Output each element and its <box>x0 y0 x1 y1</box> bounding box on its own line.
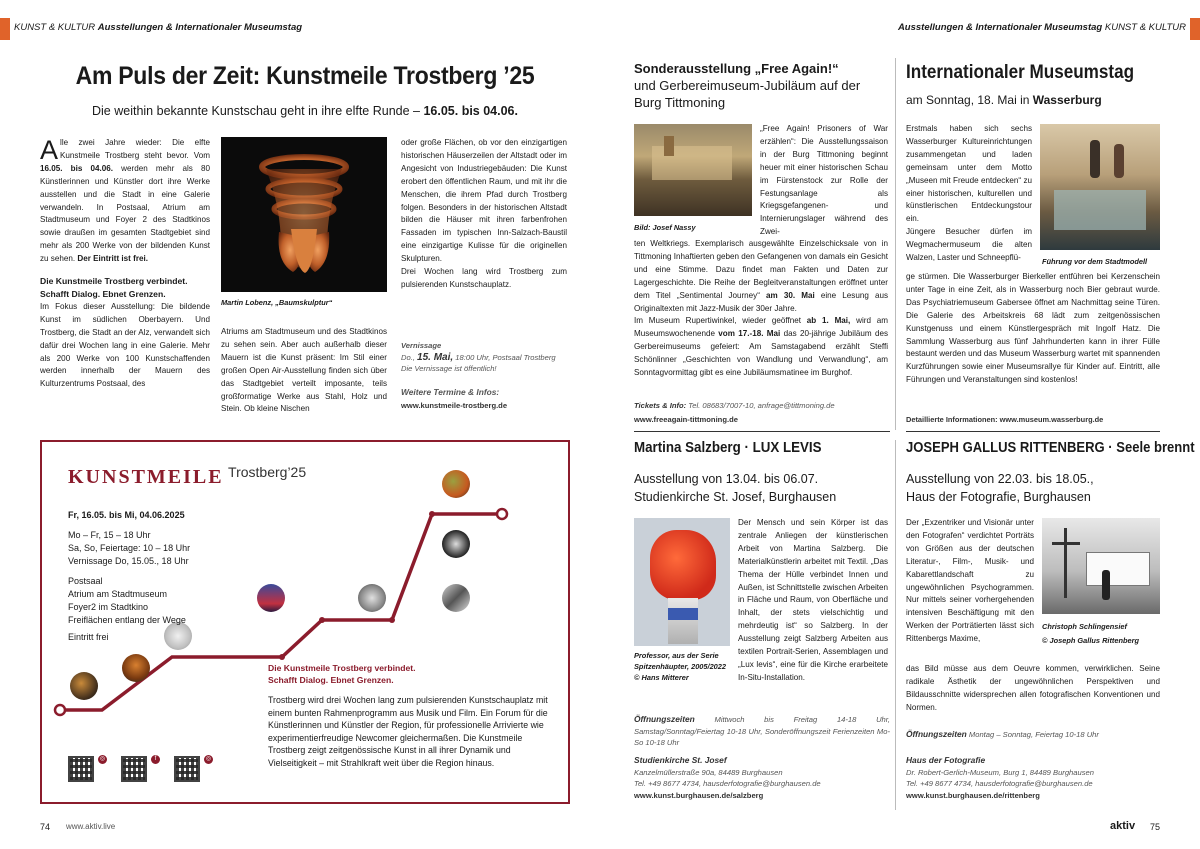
qr-code[interactable] <box>68 756 94 782</box>
instagram-icon[interactable]: ◎ <box>205 756 212 762</box>
route-dot <box>319 617 325 623</box>
article-column-3: oder große Flächen, ob vor den einzigartigen historischen Häuserzeilen der Altstadt oder im Angesicht von Industriegebäuden: Die Kunst erobert den öffentlichen Raum, und mit ihr die Menschen, die ihrem Pfad durch Trostberg folgen. Besonders in der historischen Altstadt bilden die Häuser mit ihren farbenfrohen Fassaden im typischen Inn-Salzach-Baustil eine einzigartige Kulisse für die originellen Skulpturen. Drei Wochen lang wird Trostberg zum pulsierenden Kunstschauplatz. <box>401 138 567 289</box>
salzberg-url[interactable]: www.kunst.burghausen.de/salzberg <box>634 790 764 800</box>
header-section: KUNST & KULTUR <box>1104 22 1186 33</box>
artwork-thumb <box>442 584 470 612</box>
footer-page-number: 75 <box>1150 822 1161 832</box>
rittenberg-title: JOSEPH GALLUS RITTENBERG · Seele brennt <box>906 440 1195 456</box>
header-topic: Ausstellungen & Internationaler Museumstag <box>97 22 303 33</box>
rittenberg-intro: Der „Exzentriker und Visionär unter den Fotografen“ verdichtet Porträts von Größen aus der deutschen Literatur-, Film-, Musik- und Kabarettlandschaft zu ungewöhnlichen Psychogrammen. Nur mittels seiner vorhergehenden intensiven Beschäftigung mit den Werken der Porträtierten lässt sich Rittenbergs Maxime, <box>906 518 1034 644</box>
image-caption: Professor, aus der Serie Spitzenhäupter, 2005/2022 © Hans Mitterer <box>634 651 727 682</box>
sculpture-image <box>221 137 387 292</box>
article-column-2: Atriums am Stadtmuseum und des Stadtkinos zu sehen sein. Aber auch außerhalb dieser Mauern ist die Kunst präsent: Im Stil einer großen Open Air-Ausstellung finden sich über das Stadtgebiet verteilt imposante, teils großformatige Werke aus Stahl, Holz und Stein. Ob kleine Nischen <box>221 327 387 414</box>
ad-dates: Fr, 16.05. bis Mi, 04.06.2025 <box>68 510 185 520</box>
rittenberg-url[interactable]: www.kunst.burghausen.de/rittenberg <box>906 790 1040 800</box>
qr-code[interactable] <box>174 756 200 782</box>
ad-venues: Postsaal Atrium am Stadtmuseum Foyer2 im Stadtkino Freiflächen entlang der Wege <box>68 576 186 625</box>
salzberg-hours: Öffnungszeiten Mittwoch bis Freitag 14-18 Uhr, Samstag/Sonntag/Feiertag 10-18 Uhr, Sonderöffnungszeit Ferienzeiten Mo-So 10-18 Uhr <box>634 714 890 747</box>
museumstag-title: Internationaler Museumstag <box>906 62 1135 83</box>
rittenberg-hours: Öffnungszeiten Montag – Sonntag, Feiertag 10-18 Uhr <box>906 729 1099 739</box>
section-rule <box>906 431 1160 432</box>
article-subtitle: Die weithin bekannte Kunstschau geht in ihre elfte Runde – 16.05. bis 04.06. <box>92 104 518 118</box>
museumstag-image <box>1040 124 1160 250</box>
running-header-left <box>14 22 302 33</box>
ad-entry: Eintritt frei <box>68 632 109 642</box>
header-topic: Ausstellungen & Internationaler Museumstag <box>897 22 1103 33</box>
free-again-intro: „Free Again! Prisoners of War erzählen“: Die Ausstellungssaison in der Burg Tittmoning beginnt heuer mit einer historischen Schau im Fürstenstock zur Rolle der Festungsanlage als Kriegsgefangenen- und Internierungslager während des Zwei- <box>760 124 888 237</box>
website-link[interactable]: www.kunstmeile-trostberg.de <box>401 401 508 410</box>
column-divider <box>895 58 896 430</box>
rittenberg-body: das Bild müsse aus dem Oeuvre kommen, verwirklichen. Seine radikale Ästhetik der ungewöhnlichen Perspektiven und Bildausschnitte widersprechen allen fotografischen Konventionen und Normen. <box>906 664 1160 712</box>
ad-description: Trostberg wird drei Wochen lang zum pulsierenden Kunstschauplatz mit einem bunten Rahmenprogramm aus Musik und Film. Ein Forum für die Künstlerinnen und Künstler der Region, für professionelle Arrivierte wie experimentierfreudige Newcomer gleichermaßen. Die Kunstmeile Trostberg zeigt zeitgenössische Kunst in all ihrer Dynamik und Vielseitigkeit – mit Strahlkraft weit über die Region hinaus. <box>268 695 548 768</box>
header-section: KUNST & KULTUR <box>14 22 96 33</box>
image-caption: Bild: Josef Nassy <box>634 223 696 232</box>
footer-brand: aktiv <box>1110 820 1136 832</box>
article-title: Am Puls der Zeit: Kunstmeile Trostberg ’25 <box>75 62 535 90</box>
route-dot <box>429 511 435 517</box>
museumstag-subtitle: am Sonntag, 18. Mai in Wasserburg <box>906 93 1102 107</box>
salzberg-title: Martina Salzberg · LUX LEVIS <box>634 440 822 456</box>
artwork-thumb <box>122 654 150 682</box>
rittenberg-image <box>1042 518 1160 614</box>
instagram-icon[interactable]: ◎ <box>99 756 106 762</box>
rittenberg-subtitle: Ausstellung von 22.03. bis 18.05., Haus der Fotografie, Burghausen <box>906 472 1094 504</box>
salzberg-body: Der Mensch und sein Körper ist das zentrale Anliegen der künstlerischen Arbeit von Martina Salzberg. Die Materialkünstlerin arbeitet mit Textil. „Das Thema der Hülle verbindet Innen und Außen, ist Schnittstelle zwischen Arbeiten in Fläche und Raum, von Oberfläche und Inhalt, der stets vielschichtig und mehrdeutig ist“ so Salzberg. In der Ausstellung zeigt Salzberg Arbeiten aus textilen Portrait-Serien, Assemblagen und „Lux levis“, eine für die Kirche erarbeitete In-Situ-Installation. <box>738 518 888 682</box>
section-heading: Die Kunstmeile Trostberg verbindet. Schafft Dialog. Ebnet Grenzen. <box>40 276 188 299</box>
free-again-body: ten Weltkriegs. Exemplarisch ausgewählte Einzelschicksale von in Tittmoning Inhaftierten geben den Gefangenen von damals ein Gesicht und eine Stimme. Dazu findet man Fakten und Daten zur Lagergeschichte. Die Reihe der Begleitveranstaltungen eröffnet unter dem Titel „Sentimental Journey“ am 30. Mai eine Lesung aus Originaltexten mit Jazz-Musik der 30er Jahre. Im Museum Rupertiwinkel, wieder geöffnet ab 1. Mai, wird am Museumswochenende vom 17.-18. Mai das 20-jährige Jubiläum des Gerbereimuseums gefeiert: Am Samstagabend erzählt Steffi Schönlinner „Geschichten von Wandlung und Verwandlung“, am Sonntagvormittag gibt es eine Jubiläumsmatinee im Burghof. <box>634 239 888 378</box>
footer-url[interactable]: www.aktiv.live <box>66 822 116 831</box>
route-dot <box>279 654 285 660</box>
artwork-thumb <box>442 470 470 498</box>
route-start-dot <box>55 705 65 715</box>
rittenberg-address: Haus der Fotografie Dr. Robert-Gerlich-Museum, Burg 1, 84489 Burghausen Tel. +49 8677 4734, hausderfotografie@burghausen.de www.kunst.burghausen.de/rittenberg <box>906 755 1160 801</box>
kunstmeile-ad-box <box>40 440 570 804</box>
salzberg-image <box>634 518 730 646</box>
page-edge-marker-right <box>1190 18 1200 40</box>
museumstag-intro: Erstmals haben sich sechs Wasserburger Kultureinrichtungen zusammengetan und laden gemeinsam unter dem Motto „Museen mit Freude entdecken“ zu einer historischen, kulturellen und künstlerischen Entdeckungstour ein. Jüngere Besucher dürfen im Wegmachermuseum die alten Walzen, Laster und Schneepflü- <box>906 124 1032 263</box>
free-again-image <box>634 124 752 216</box>
qr-code[interactable] <box>121 756 147 782</box>
museumstag-more[interactable]: Detaillierte Informationen: www.museum.wasserburg.de <box>906 415 1104 424</box>
salzberg-address: Studienkirche St. Josef Kanzelmüllerstraße 90a, 84489 Burghausen Tel. +49 8677 4734, hausderfotografie@burghausen.de www.kunst.burghausen.de/salzberg <box>634 755 890 801</box>
artwork-thumb <box>70 672 98 700</box>
image-caption: Martin Lobenz, „Baumskulptur“ <box>221 298 333 307</box>
ad-tagline: Die Kunstmeile Trostberg verbindet. Schafft Dialog. Ebnet Grenzen. <box>268 663 416 685</box>
image-caption: Führung vor dem Stadtmodell <box>1042 257 1148 266</box>
image-caption: Christoph Schlingensief © Joseph Gallus Rittenberg <box>1042 622 1140 645</box>
museumstag-body: ge stürmen. Die Wasserburger Bierkeller entführen bei Kerzenschein unter Tage in eine Zeit, als in Wasserburg noch Bier gebraut wurde. Das Psychiatriemuseum Gabersee öffnet am Nachmittag seine Türen. Die Galerie des Arbeitskreis 68 lädt zum zeitgenössischen Kunstgenuss und einem Künstlergespräch mit Ingolf Hatz. Die Sammlung Wasserburg aus fünf Jahrhunderten kann in ihrer Fülle bestaunt werden und das Museum Wasserburg wartet mit spannenden Kurzführungen sowie einer Museumsrallye für Kinder auf. Eintritt, alle Führungen und Veranstaltungen sind kostenlos! <box>906 272 1160 385</box>
column-divider <box>895 440 896 810</box>
article-column-1: Alle zwei Jahre wieder: Die elfte Kunstmeile Trostberg steht bevor. Vom 16.05. bis 04.06. werden mehr als 80 Künstlerinnen und Künstler dort ihre Werke ausstellen und die Stadt in eine Galerie verwandeln. In Postsaal, Atrium am Stadtmuseum und Foyer 2 des Stadtkinos sowie draußen im gesamten Stadtgebiet sind mehr als 200 Werke von der bildenden Kunst zu sehen. Der Eintritt ist frei. Die Kunstmeile Trostberg verbindet. Schafft Dialog. Ebnet Grenzen. Im Fokus dieser Ausstellung: Die bildende Kunst im südlichen Oberbayern. Und Trostberg, die Stadt an der Alz, verwandelt sich dafür drei Wochen lang in eine Galerie. Mehr als 200 Werke von 100 Kunstschaffenden werden innerhalb der Mauern des Kulturzentrums Postsaal, des <box>40 135 210 389</box>
free-again-title: Sonderausstellung „Free Again!“ und Gerbereimuseum-Jubiläum auf der Burg Tittmoning <box>634 61 861 110</box>
artwork-thumb <box>442 530 470 558</box>
vernissage-info: Vernissage Do., 15. Mai, 18:00 Uhr, Postsaal Trostberg Die Vernissage ist öffentlich! Weitere Termine & Infos: www.kunstmeile-trostberg.de <box>401 340 567 412</box>
artwork-thumb <box>358 584 386 612</box>
running-header-right <box>898 22 1186 33</box>
salzberg-subtitle: Ausstellung von 13.04. bis 06.07. Studienkirche St. Josef, Burghausen <box>634 472 837 504</box>
route-dot <box>389 617 395 623</box>
free-again-tickets: Tickets & Info: Tel. 08683/7007-10, anfrage@tittmoning.de <box>634 401 835 410</box>
footer-page-number: 74 <box>40 822 51 832</box>
artwork-thumb <box>257 584 285 612</box>
facebook-icon[interactable]: f <box>151 755 160 764</box>
route-end-dot <box>497 509 507 519</box>
free-again-url[interactable]: www.freeagain-tittmoning.de <box>634 415 738 424</box>
ad-hours: Mo – Fr, 15 – 18 Uhr Sa, So, Feiertage: 10 – 18 Uhr Vernissage Do, 15.05., 18 Uhr <box>68 530 191 566</box>
drop-cap: A <box>40 135 59 165</box>
section-rule <box>634 431 890 432</box>
kunstmeile-logo: KUNSTMEILE Trostberg’25 <box>68 464 307 488</box>
page-edge-marker-left <box>0 18 10 40</box>
